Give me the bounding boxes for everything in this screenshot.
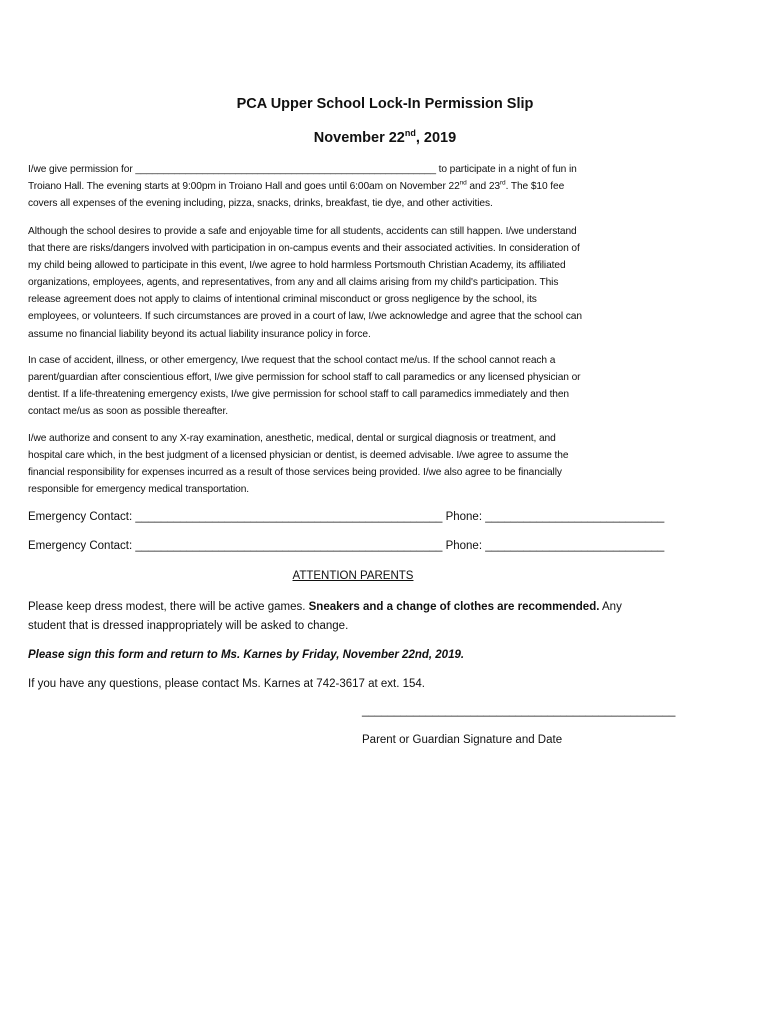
- liability-line: assume no financial liability beyond its actual liability insurance policy in force.: [28, 328, 371, 340]
- intro-sup-rd: rd: [499, 179, 506, 187]
- event-date-year: , 2019: [415, 130, 457, 146]
- intro-line-3: covers all expenses of the evening including, pizza, snacks, drinks, breakfast, tie dye, and other activities.: [28, 198, 493, 210]
- intro-line-2b: and 23: [466, 181, 500, 193]
- dress-line-2: student that is dressed inappropriately will be asked to change.: [28, 620, 349, 632]
- document-title: PCA Upper School Lock-In Permission Slip: [236, 96, 534, 112]
- questions-contact-note: If you have any questions, please contact Ms. Karnes at 742-3617 at ext. 154.: [28, 678, 425, 690]
- event-date-day: November 22: [313, 130, 405, 146]
- signature-label: Parent or Guardian Signature and Date: [362, 734, 563, 746]
- emergency-line: contact me/us as soon as possible thereafter.: [28, 406, 228, 418]
- intro-line-2: [28, 178, 728, 195]
- dress-text-c: Any: [599, 601, 622, 613]
- medical-line: financial responsibility for expenses incurred as a result of those services being provided. I/we also agree to be financially: [28, 467, 562, 479]
- attention-parents-heading: ATTENTION PARENTS: [292, 570, 414, 582]
- intro-line-1: I/we give permission for ______________________________________________________ to participate in a night of fun in: [28, 164, 577, 175]
- liability-line: release agreement does not apply to claims of intentional criminal misconduct or gross negligence by the school, its: [28, 294, 537, 306]
- dress-code-paragraph: [28, 598, 728, 636]
- sign-return-note: Please sign this form and return to Ms. Karnes by Friday, November 22nd, 2019.: [28, 649, 465, 661]
- medical-line: hospital care which, in the best judgment of a licensed physician or dentist, is deemed advisable. I/we agree to assume the: [28, 450, 569, 462]
- intro-line-2a: Troiano Hall. The evening starts at 9:00pm in Troiano Hall and goes until 6:00am on November 22: [28, 181, 460, 193]
- event-date: [0, 130, 770, 146]
- emergency-contact-field-1[interactable]: Emergency Contact: ________________________________________________ Phone: ____________________________: [28, 511, 665, 523]
- intro-line-2c: . The $10 fee: [505, 181, 565, 193]
- emergency-line: In case of accident, illness, or other emergency, I/we request that the school contact me/us. If the school cannot reach a: [28, 355, 556, 366]
- dress-line-1: [28, 598, 728, 617]
- liability-paragraph: [28, 223, 728, 343]
- dress-text-a: Please keep dress modest, there will be active games.: [28, 601, 309, 613]
- liability-line: employees, or volunteers. If such circumstances are proved in a court of law, I/we acknowledge and agree that the school can: [28, 311, 582, 323]
- emergency-paragraph: [28, 352, 728, 420]
- medical-line: responsible for emergency medical transportation.: [28, 484, 250, 496]
- emergency-contact-field-2[interactable]: Emergency Contact: ________________________________________________ Phone: ____________________________: [28, 540, 665, 552]
- liability-line: Although the school desires to provide a safe and enjoyable time for all students, accidents can still happen. I/we understand: [28, 226, 577, 237]
- emergency-line: parent/guardian after conscientious effort, I/we give permission for school staff to call paramedics or any licensed physician or: [28, 372, 581, 384]
- liability-line: organizations, employees, agents, and representatives, from any and all claims arising from my child's participation. This: [28, 277, 559, 289]
- intro-paragraph: [28, 161, 728, 212]
- event-date-suffix: nd: [404, 128, 416, 139]
- medical-line: I/we authorize and consent to any X-ray examination, anesthetic, medical, dental or surgical diagnosis or treatment, and: [28, 433, 556, 444]
- liability-line: my child being allowed to participate in this event, I/we agree to hold harmless Portsmouth Christian Academy, its affiliated: [28, 260, 566, 272]
- liability-line: that there are risks/dangers involved with participation in on-campus events and their associated activities. In consideration of: [28, 243, 580, 255]
- intro-sup-nd: nd: [459, 179, 467, 187]
- medical-paragraph: [28, 430, 728, 498]
- signature-line[interactable]: _________________________________________________: [362, 705, 676, 717]
- dress-recommendation: Sneakers and a change of clothes are recommended.: [308, 601, 600, 613]
- emergency-line: dentist. If a life-threatening emergency exists, I/we give permission for school staff to call paramedics immediately and then: [28, 389, 569, 401]
